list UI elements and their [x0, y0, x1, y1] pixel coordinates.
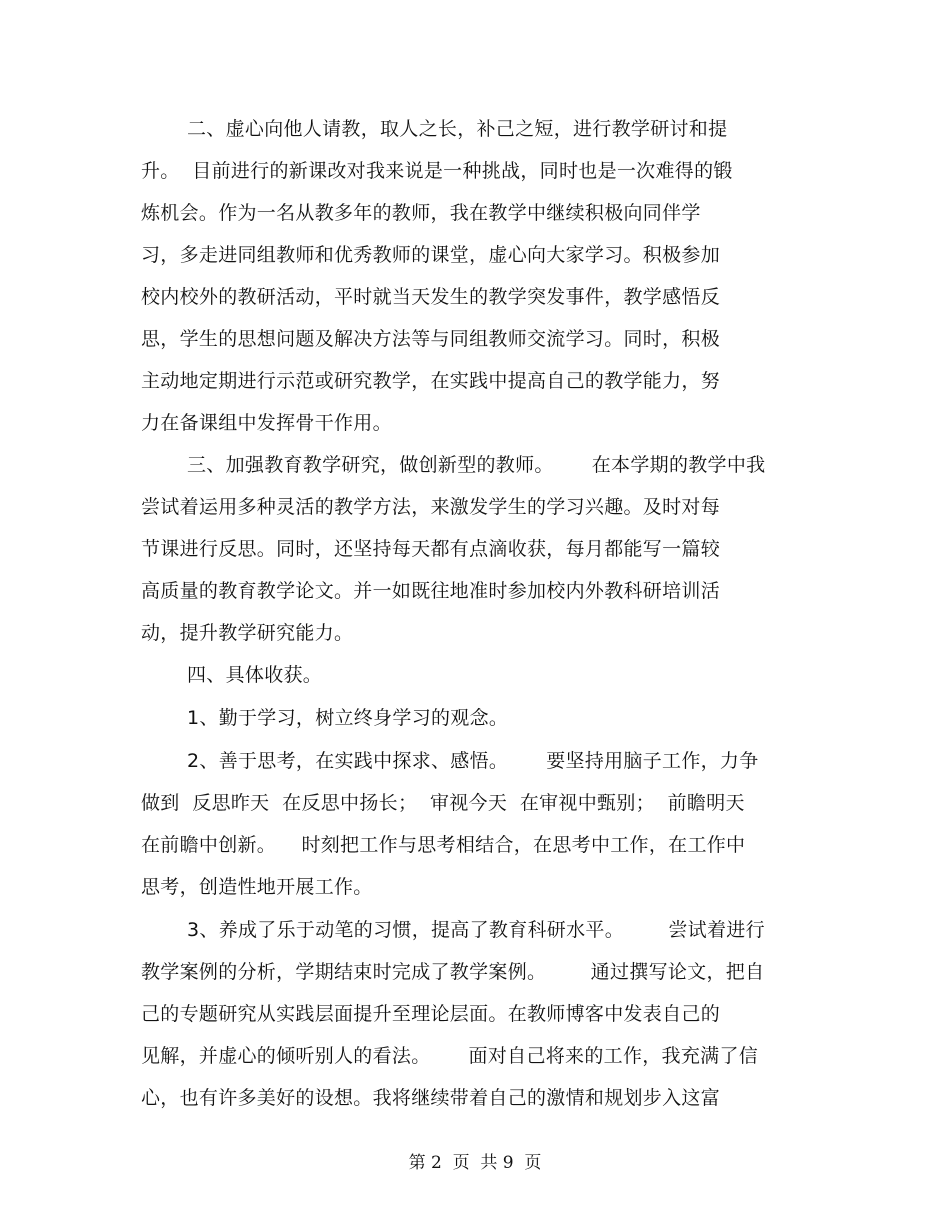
page-number-footer: 第 2 页 共 9 页 — [408, 1153, 542, 1173]
text-line: 四、具体收获。 — [187, 664, 323, 686]
text-line: 二、虚心向他人请教，取人之长，补己之短，进行教学研讨和提 — [187, 118, 728, 140]
text-line: 动，提升教学研究能力。 — [141, 622, 354, 644]
text-line: 思考，创造性地开展工作。 — [141, 876, 373, 898]
text-line: 思，学生的思想问题及解决方法等与同组教师交流学习。同时，积极 — [141, 328, 721, 350]
text-line: 尝试着运用多种灵活的教学方法，来激发学生的学习兴趣。及时对每 — [141, 496, 721, 518]
text-line: 力在备课组中发挥骨干作用。 — [141, 412, 392, 434]
text-line: 升。 目前进行的新课改对我来说是一种挑战，同时也是一次难得的锻 — [141, 160, 733, 182]
text-line: 习，多走进同组教师和优秀教师的课堂，虚心向大家学习。积极参加 — [141, 244, 721, 266]
text-line: 1、勤于学习，树立终身学习的观念。 — [187, 707, 509, 729]
text-line: 心，也有许多美好的设想。我将继续带着自己的激情和规划步入这富 — [141, 1087, 721, 1109]
text-line: 三、加强教育教学研究，做创新型的教师。 在本学期的教学中我 — [187, 454, 766, 476]
text-line: 3、养成了乐于动笔的习惯，提高了教育科研水平。 尝试着进行 — [187, 919, 765, 941]
text-line: 炼机会。作为一名从教多年的教师，我在教学中继续积极向同伴学 — [141, 202, 701, 224]
text-line: 节课进行反思。同时，还坚持每天都有点滴收获，每月都能写一篇较 — [141, 538, 721, 560]
text-line: 做到 反思昨天 在反思中扬长； 审视今天 在审视中甄别； 前瞻明天 — [141, 792, 745, 814]
text-line: 己的专题研究从实践层面提升至理论层面。在教师博客中发表自己的 — [141, 1003, 721, 1025]
text-line: 高质量的教育教学论文。并一如既往地准时参加校内外教科研培训活 — [141, 580, 721, 602]
text-line: 2、善于思考，在实践中探求、感悟。 要坚持用脑子工作，力争 — [187, 750, 759, 772]
text-line: 见解，并虚心的倾听别人的看法。 面对自己将来的工作，我充满了信 — [141, 1045, 759, 1067]
text-line: 在前瞻中创新。 时刻把工作与思考相结合，在思考中工作，在工作中 — [141, 834, 746, 856]
text-line: 校内校外的教研活动，平时就当天发生的教学突发事件，教学感悟反 — [141, 286, 721, 308]
text-line: 教学案例的分析，学期结束时完成了教学案例。 通过撰写论文，把自 — [141, 961, 765, 983]
text-line: 主动地定期进行示范或研究教学，在实践中提高自己的教学能力，努 — [141, 370, 721, 392]
